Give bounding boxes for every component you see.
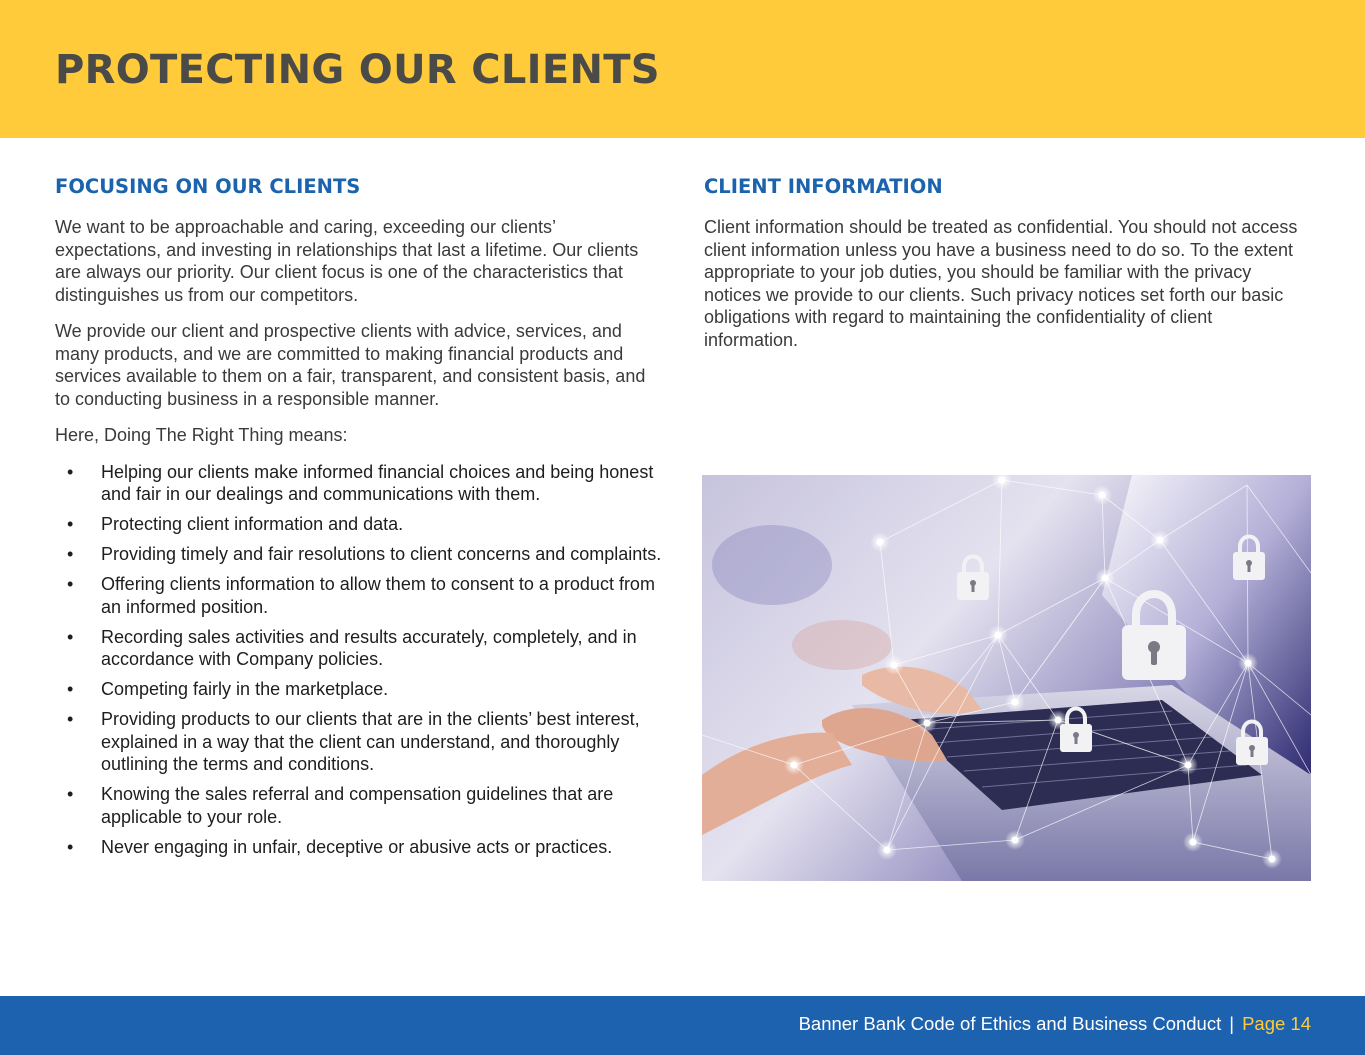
bullet-marker: •: [67, 679, 74, 699]
bullet-marker: •: [67, 514, 74, 534]
list-item-text: Competing fairly in the marketplace.: [101, 679, 389, 699]
section-heading-focusing: FOCUSING ON OUR CLIENTS: [55, 175, 361, 198]
list-item-text: Providing products to our clients that are in the clients’ best interest, explained in a way that the client can understand, and thoroughly outlining the terms and conditions.: [101, 709, 640, 774]
list-item-text: Knowing the sales referral and compensation guidelines that are applicable to your role.: [101, 784, 614, 827]
section-heading-client-information: CLIENT INFORMATION: [704, 175, 943, 198]
list-item-text: Never engaging in unfair, deceptive or abusive acts or practices.: [101, 836, 613, 857]
footer-separator: |: [1229, 1013, 1235, 1034]
list-item-text: Protecting client information and data.: [101, 514, 404, 534]
list-item: [55, 543, 665, 566]
list-item-text: Providing timely and fair resolutions to client concerns and complaints.: [101, 544, 662, 564]
list-item: [55, 836, 665, 859]
paragraph-client-focus: We want to be approachable and caring, exceeding our clients’ expectations, and investing in relationships that last a lifetime. Our clients are always our priority. Our client focus is one of the characteristics that distinguishes us from our competitors.: [55, 217, 639, 305]
bullet-marker: •: [67, 544, 74, 564]
page-title: PROTECTING OUR CLIENTS: [55, 47, 660, 93]
list-item-text: Recording sales activities and results accurately, completely, and in accordance with Company policies.: [101, 626, 637, 669]
list-item-text: Helping our clients make informed financial choices and being honest and fair in our dealings and communications with them.: [101, 461, 654, 504]
list-item: [55, 626, 665, 671]
paragraph-products-services: We provide our client and prospective clients with advice, services, and many products, and we are committed to making financial products and services available to them on a fair, transparent, and consistent basis, and to conducting business in a responsible manner.: [55, 321, 646, 409]
paragraph-right-thing-intro: Here, Doing The Right Thing means:: [55, 425, 348, 445]
footer-page-number: Page 14: [1242, 1013, 1311, 1034]
list-item: [55, 783, 665, 828]
laptop-security-photo: [702, 475, 1311, 881]
list-item: [55, 573, 665, 618]
footer-doc-title: Banner Bank Code of Ethics and Business Conduct: [798, 1013, 1222, 1034]
list-item: [55, 678, 665, 701]
bullet-marker: •: [67, 461, 74, 482]
list-item: [55, 461, 665, 506]
left-column: [55, 175, 665, 866]
list-item: [55, 708, 665, 776]
bullet-marker: •: [67, 709, 74, 729]
footer: [799, 1013, 1311, 1035]
bullet-marker: •: [67, 784, 74, 804]
paragraph-client-information: Client information should be treated as confidential. You should not access client information unless you have a business need to do so. To the extent appropriate to your job duties, you should be familiar with the privacy notices we provide to our clients. Such privacy notices set forth our basic obligations with regard to maintaining the confidentiality of client information.: [704, 217, 1298, 350]
bullet-marker: •: [67, 574, 74, 594]
right-thing-list: [55, 461, 665, 859]
right-column: [704, 175, 1304, 365]
bullet-marker: •: [67, 836, 74, 857]
bullet-marker: •: [67, 626, 74, 647]
list-item: [55, 513, 665, 536]
list-item-text: Offering clients information to allow them to consent to a product from an informed position.: [101, 574, 655, 617]
